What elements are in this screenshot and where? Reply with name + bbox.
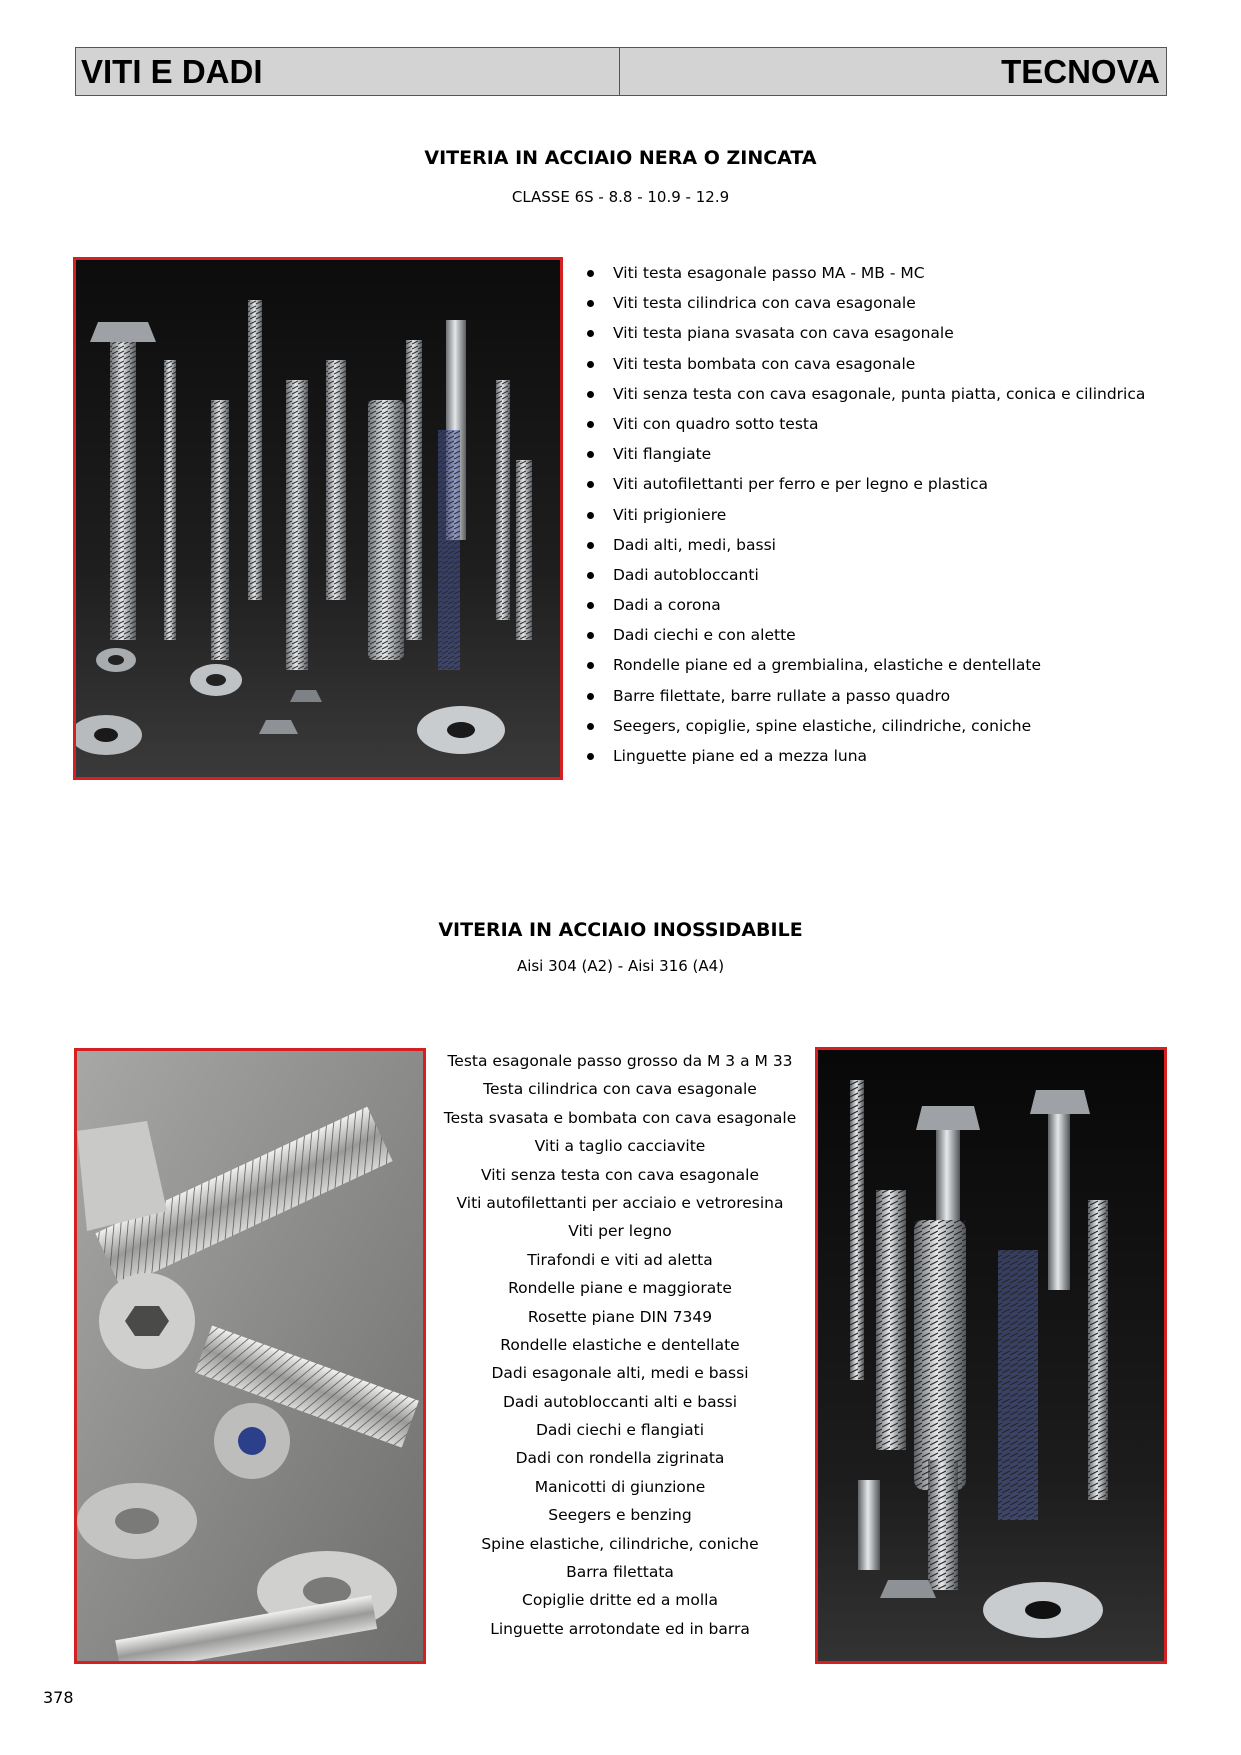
list-item: Testa svasata e bombata con cava esagonale (443, 1108, 797, 1127)
list-item: Dadi alti, medi, bassi (583, 530, 1145, 560)
list-item: Rondelle piane ed a grembialina, elastiche e dentellate (583, 650, 1145, 680)
list-item: Dadi autobloccanti alti e bassi (502, 1392, 738, 1411)
list-item: Dadi con rondella zigrinata (515, 1449, 725, 1468)
list-item: Viti testa esagonale passo MA - MB - MC (583, 258, 1145, 288)
list-item: Dadi esagonale alti, medi e bassi (491, 1364, 749, 1383)
page-header (75, 47, 1167, 96)
list-item: Barre filettate, barre rullate a passo quadro (583, 681, 1145, 711)
list-item: Viti prigioniere (583, 500, 1145, 530)
section2-product-list (430, 1047, 810, 1643)
list-item: Viti con quadro sotto testa (583, 409, 1145, 439)
list-item: Spine elastiche, cilindriche, coniche (481, 1534, 759, 1553)
stainless-bolts-closeup-photo (74, 1048, 426, 1664)
standing-bolts-photo (815, 1047, 1167, 1664)
section2-title: VITERIA IN ACCIAIO INOSSIDABILE (438, 919, 803, 941)
list-item: Viti testa piana svasata con cava esagonale (583, 318, 1145, 348)
page-number: 378 (43, 1688, 74, 1707)
list-item: Rondelle elastiche e dentellate (500, 1335, 740, 1354)
list-item: Testa cilindrica con cava esagonale (483, 1080, 757, 1099)
bolts-assortment-photo (73, 257, 563, 780)
header-brand-title: TECNOVA (620, 48, 1166, 95)
list-item: Viti flangiate (583, 439, 1145, 469)
list-item: Tirafondi e viti ad aletta (527, 1250, 713, 1269)
list-item: Seegers e benzing (548, 1506, 692, 1525)
header-category-title: VITI E DADI (76, 48, 620, 95)
list-item: Viti testa cilindrica con cava esagonale (583, 288, 1145, 318)
list-item: Linguette arrotondate ed in barra (490, 1619, 750, 1638)
section2-subtitle: Aisi 304 (A2) - Aisi 316 (A4) (516, 957, 725, 975)
list-item: Copiglie dritte ed a molla (522, 1591, 718, 1610)
list-item: Rondelle piane e maggiorate (508, 1279, 732, 1298)
list-item: Dadi ciechi e flangiati (535, 1421, 705, 1440)
list-item: Manicotti di giunzione (534, 1477, 706, 1496)
list-item: Viti per legno (568, 1222, 672, 1241)
list-item: Viti autofilettanti per acciaio e vetroresina (456, 1193, 784, 1212)
list-item: Viti senza testa con cava esagonale, punta piatta, conica e cilindrica (583, 379, 1145, 409)
list-item: Dadi a corona (583, 590, 1145, 620)
list-item: Seegers, copiglie, spine elastiche, cilindriche, coniche (583, 711, 1145, 741)
section1-subtitle: CLASSE 6S - 8.8 - 10.9 - 12.9 (511, 188, 730, 206)
list-item: Viti a taglio cacciavite (534, 1137, 706, 1156)
list-item: Dadi autobloccanti (583, 560, 1145, 590)
section1-product-list (583, 258, 1145, 771)
list-item: Testa esagonale passo grosso da M 3 a M 33 (447, 1052, 793, 1070)
list-item: Viti senza testa con cava esagonale (480, 1165, 760, 1184)
section1-title: VITERIA IN ACCIAIO NERA O ZINCATA (424, 147, 817, 169)
list-item: Rosette piane DIN 7349 (527, 1307, 713, 1326)
list-item: Barra filettata (566, 1563, 674, 1582)
list-item: Viti autofilettanti per ferro e per legno e plastica (583, 469, 1145, 499)
list-item: Dadi ciechi e con alette (583, 620, 1145, 650)
list-item: Viti testa bombata con cava esagonale (583, 349, 1145, 379)
list-item: Linguette piane ed a mezza luna (583, 741, 1145, 771)
